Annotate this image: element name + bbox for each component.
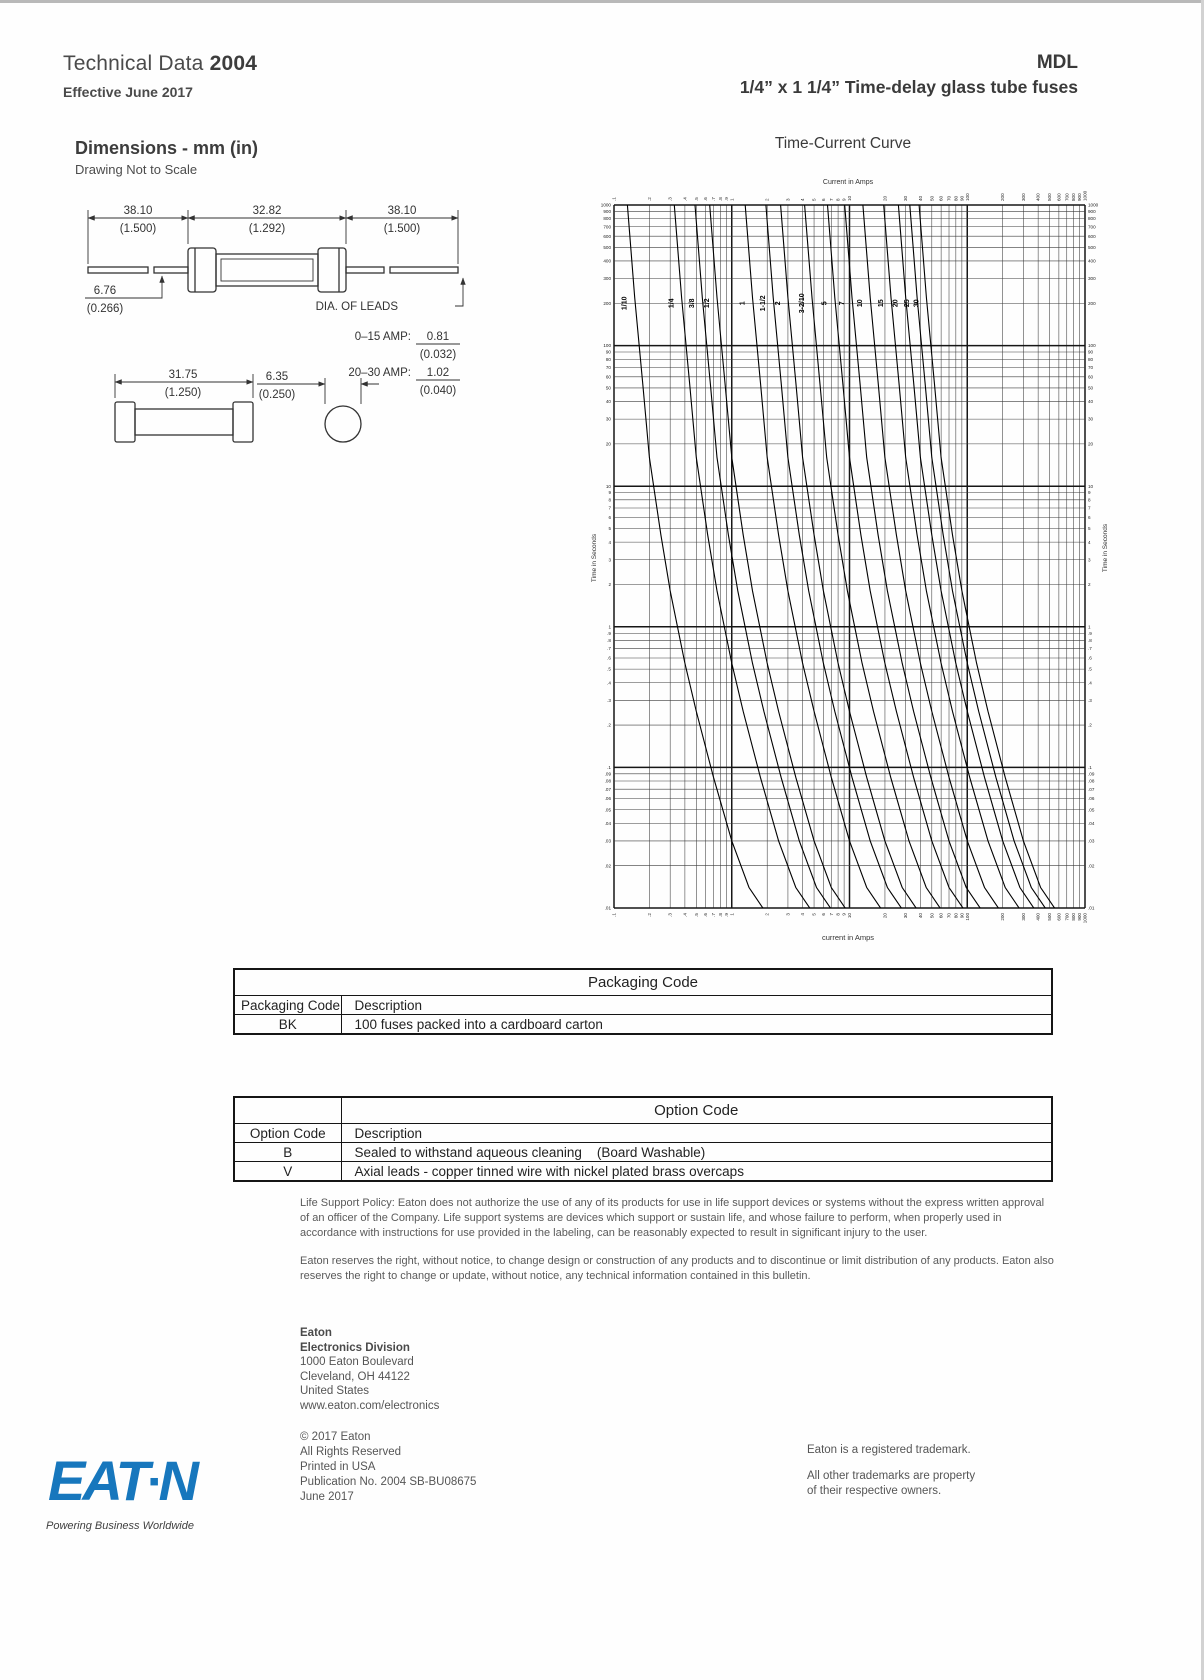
effective-date: Effective June 2017 <box>63 84 193 100</box>
svg-text:30: 30 <box>903 195 909 201</box>
option-code-table <box>233 1096 1053 1182</box>
dia-20-30-mm: 1.02 <box>426 367 450 379</box>
document-number: 2004 <box>209 52 258 75</box>
svg-text:60: 60 <box>938 195 944 201</box>
svg-text:.07: .07 <box>604 786 611 792</box>
dim-cap-in: (0.266) <box>86 303 124 315</box>
svg-text:60: 60 <box>1088 374 1094 380</box>
product-header <box>600 52 1078 98</box>
division-name: Electronics Division <box>300 1341 410 1354</box>
dim-fuse-length-in: (1.250) <box>164 387 202 399</box>
svg-text:50: 50 <box>929 913 935 919</box>
svg-text:.3: .3 <box>667 913 673 917</box>
svg-text:.02: .02 <box>604 863 611 869</box>
svg-text:10: 10 <box>605 483 611 489</box>
dia-range-20-30: 20–30 AMP: <box>348 367 411 379</box>
svg-text:1: 1 <box>729 913 735 916</box>
svg-text:1: 1 <box>1088 624 1091 630</box>
svg-text:1000: 1000 <box>1082 190 1088 201</box>
tcc-curve-label: 20 <box>892 299 900 308</box>
product-name: MDL <box>1036 52 1078 73</box>
svg-text:200: 200 <box>1000 193 1006 201</box>
svg-text:.6: .6 <box>703 913 709 917</box>
svg-text:8: 8 <box>608 497 611 503</box>
eaton-logo <box>42 1438 252 1518</box>
document-type: Technical Data <box>63 52 204 75</box>
address-line: United States <box>300 1385 370 1397</box>
tcc-curve <box>674 205 835 926</box>
svg-text:9: 9 <box>841 198 847 201</box>
svg-text:800: 800 <box>603 216 611 222</box>
svg-text:3: 3 <box>608 557 611 563</box>
svg-text:.7: .7 <box>711 197 717 201</box>
trademark-block <box>807 1443 975 1499</box>
svg-text:70: 70 <box>605 364 611 370</box>
svg-text:10: 10 <box>1088 483 1094 489</box>
svg-text:6: 6 <box>1088 514 1091 520</box>
svg-text:6: 6 <box>820 198 826 201</box>
dim-fuse-dia-in: (0.250) <box>258 389 296 401</box>
fuse-end-view-circle <box>325 406 361 442</box>
option-table-title: Option Code <box>341 1097 1052 1124</box>
svg-text:400: 400 <box>1035 913 1041 921</box>
svg-text:20: 20 <box>882 913 888 919</box>
svg-text:.06: .06 <box>1088 796 1095 802</box>
svg-text:.07: .07 <box>1088 786 1095 792</box>
packaging-table-title: Packaging Code <box>234 969 1052 996</box>
company-name: Eaton <box>300 1327 332 1339</box>
svg-text:4: 4 <box>800 913 806 916</box>
option-code-b-desc: Sealed to withstand aqueous cleaning (Board Washable) <box>341 1143 1052 1162</box>
svg-text:90: 90 <box>959 195 965 201</box>
svg-text:80: 80 <box>605 356 611 362</box>
svg-text:.9: .9 <box>723 197 729 201</box>
svg-text:5: 5 <box>608 526 611 532</box>
fuse-body-and-end-view <box>115 402 361 442</box>
tcc-curve <box>828 205 989 926</box>
svg-text:80: 80 <box>1088 356 1094 362</box>
chart-bottom-axis-label: current in Amps <box>821 933 875 942</box>
svg-text:.7: .7 <box>1088 646 1092 652</box>
svg-text:.8: .8 <box>607 638 611 644</box>
tcc-curve-label: 7 <box>838 301 846 306</box>
svg-text:.08: .08 <box>604 778 611 784</box>
svg-text:500: 500 <box>603 244 611 250</box>
svg-text:8: 8 <box>835 198 841 201</box>
svg-text:.1: .1 <box>607 765 611 770</box>
copyright-line: All Rights Reserved <box>300 1446 401 1458</box>
svg-text:800: 800 <box>1088 216 1096 222</box>
svg-text:1000: 1000 <box>600 202 611 208</box>
publication-date: June 2017 <box>300 1491 354 1503</box>
svg-text:40: 40 <box>917 195 923 201</box>
svg-text:60: 60 <box>938 913 944 919</box>
svg-text:60: 60 <box>605 374 611 380</box>
packaging-col2-header: Description <box>341 996 1052 1015</box>
svg-text:300: 300 <box>1020 913 1026 921</box>
packaging-code-desc: 100 fuses packed into a cardboard carton <box>341 1015 1052 1035</box>
svg-text:.3: .3 <box>607 697 611 703</box>
svg-text:100: 100 <box>603 343 611 349</box>
svg-text:2: 2 <box>764 198 770 201</box>
svg-text:10: 10 <box>847 195 852 201</box>
trademark-line: All other trademarks are property <box>807 1470 976 1482</box>
svg-text:.05: .05 <box>604 807 611 813</box>
svg-text:4: 4 <box>608 539 611 545</box>
dim-cap-mm: 6.76 <box>93 285 117 297</box>
address-block <box>300 1326 439 1413</box>
tcc-curve-label: 3/8 <box>689 298 697 309</box>
svg-text:.05: .05 <box>1088 807 1095 813</box>
dia-of-leads-label: DIA. OF LEADS <box>315 301 398 313</box>
svg-text:5: 5 <box>1088 526 1091 532</box>
website-url: www.eaton.com/electronics <box>300 1399 440 1412</box>
eaton-logo-text: EAT▪N <box>48 1449 196 1512</box>
option-code-v-desc: Axial leads - copper tinned wire with nickel plated brass overcaps <box>341 1162 1052 1182</box>
svg-text:.2: .2 <box>1088 722 1092 728</box>
document-title <box>63 52 257 76</box>
svg-text:20: 20 <box>1088 441 1094 447</box>
svg-text:50: 50 <box>929 195 935 201</box>
svg-text:10: 10 <box>847 913 852 919</box>
svg-text:7: 7 <box>1088 505 1091 511</box>
tcc-curve-label: 1-1/2 <box>760 295 768 312</box>
svg-text:.04: .04 <box>604 820 611 826</box>
svg-text:20: 20 <box>605 441 611 447</box>
tcc-curve-label: 1/10 <box>621 296 629 311</box>
svg-text:200: 200 <box>1088 300 1096 306</box>
packaging-col1-header: Packaging Code <box>234 996 341 1015</box>
dimensions-heading: Dimensions - mm (in) <box>75 138 259 158</box>
svg-text:.6: .6 <box>1088 655 1092 661</box>
time-current-curve-chart <box>548 118 1118 968</box>
svg-text:100: 100 <box>964 913 970 921</box>
svg-text:4: 4 <box>1088 539 1091 545</box>
tcc-curve <box>919 205 1083 926</box>
tcc-curve-label: 30 <box>913 299 921 308</box>
option-code-v: V <box>234 1162 341 1182</box>
svg-text:4: 4 <box>800 198 806 201</box>
tcc-curve-label: 1 <box>739 301 747 306</box>
svg-text:20: 20 <box>882 195 888 201</box>
chart-curves <box>627 205 1079 926</box>
svg-text:600: 600 <box>1088 233 1096 239</box>
svg-text:50: 50 <box>1088 385 1094 391</box>
svg-text:600: 600 <box>1056 913 1062 921</box>
svg-text:400: 400 <box>1035 193 1041 201</box>
svg-text:900: 900 <box>1077 193 1083 201</box>
svg-text:600: 600 <box>1056 193 1062 201</box>
dimension-labels <box>87 205 457 401</box>
svg-text:1000: 1000 <box>1082 913 1088 924</box>
svg-text:80: 80 <box>953 195 959 201</box>
svg-text:7: 7 <box>828 913 834 916</box>
svg-text:.5: .5 <box>607 666 611 672</box>
logo-tagline: Powering Business Worldwide <box>46 1520 194 1532</box>
svg-text:30: 30 <box>605 416 611 422</box>
svg-text:.3: .3 <box>667 197 673 201</box>
svg-text:900: 900 <box>603 209 611 215</box>
svg-text:.8: .8 <box>717 913 723 917</box>
table-row <box>234 1143 1052 1162</box>
fuse-end-cap <box>318 248 346 292</box>
fuse-side-view <box>88 248 458 292</box>
svg-text:.06: .06 <box>604 796 611 802</box>
chart-top-axis-label: Current in Amps <box>822 179 874 186</box>
svg-text:300: 300 <box>1020 193 1026 201</box>
svg-text:100: 100 <box>1088 343 1096 349</box>
copyright-block <box>300 1430 476 1505</box>
dim-body-mm: 32.82 <box>252 205 282 217</box>
svg-text:800: 800 <box>1071 193 1077 201</box>
svg-text:7: 7 <box>828 198 834 201</box>
svg-text:.1: .1 <box>1088 765 1092 770</box>
option-col2-header: Description <box>341 1124 1052 1143</box>
svg-text:6: 6 <box>608 514 611 520</box>
dia-0-15-mm: 0.81 <box>426 331 450 343</box>
svg-text:.5: .5 <box>693 197 699 201</box>
svg-text:.09: .09 <box>604 771 611 777</box>
copyright-line: © 2017 Eaton <box>300 1431 371 1443</box>
legal-text <box>300 1196 1056 1297</box>
svg-text:500: 500 <box>1047 193 1053 201</box>
chart-grid <box>614 205 1085 908</box>
svg-text:9: 9 <box>841 913 847 916</box>
packaging-code-table <box>233 968 1053 1035</box>
dimensions-note: Drawing Not to Scale <box>75 162 198 177</box>
dim-fuse-length-mm: 31.75 <box>168 369 198 381</box>
svg-text:9: 9 <box>608 490 611 496</box>
copyright-line: Printed in USA <box>300 1461 376 1473</box>
svg-text:.4: .4 <box>682 913 688 917</box>
svg-text:70: 70 <box>946 913 952 919</box>
address-line: Cleveland, OH 44122 <box>300 1370 410 1383</box>
svg-text:1000: 1000 <box>1088 202 1099 208</box>
svg-text:700: 700 <box>1064 193 1070 201</box>
dim-fuse-dia-mm: 6.35 <box>265 371 289 383</box>
svg-text:.01: .01 <box>604 905 611 911</box>
fuse-dimension-drawing <box>63 188 483 458</box>
svg-text:50: 50 <box>605 385 611 391</box>
svg-text:40: 40 <box>917 913 923 919</box>
svg-text:300: 300 <box>603 276 611 282</box>
option-table-title-spacer <box>234 1097 341 1124</box>
svg-text:900: 900 <box>1077 913 1083 921</box>
svg-text:90: 90 <box>1088 349 1094 355</box>
publication-number: Publication No. 2004 SB-BU08675 <box>300 1476 477 1488</box>
dia-0-15-in: (0.032) <box>419 349 457 361</box>
svg-text:.6: .6 <box>703 197 709 201</box>
tcc-curve-label: 1/4 <box>668 298 676 309</box>
svg-text:.2: .2 <box>607 722 611 728</box>
svg-text:.7: .7 <box>711 913 717 917</box>
svg-text:90: 90 <box>959 913 965 919</box>
svg-text:.7: .7 <box>607 646 611 652</box>
tcc-curve-label: 3-2/10 <box>798 293 806 314</box>
tcc-curve-label: 15 <box>877 299 885 308</box>
dia-range-0-15: 0–15 AMP: <box>354 331 411 343</box>
svg-text:.4: .4 <box>607 680 611 686</box>
dim-body-in: (1.292) <box>248 223 286 235</box>
svg-text:5: 5 <box>811 913 817 916</box>
trademark-line: Eaton is a registered trademark. <box>807 1444 971 1456</box>
svg-text:.08: .08 <box>1088 778 1095 784</box>
packaging-code-value: BK <box>234 1015 341 1035</box>
svg-text:3: 3 <box>785 198 791 201</box>
svg-text:.09: .09 <box>1088 771 1095 777</box>
svg-text:70: 70 <box>946 195 952 201</box>
svg-text:3: 3 <box>1088 557 1091 563</box>
dim-lead-left-mm: 38.10 <box>123 205 153 217</box>
svg-text:.5: .5 <box>1088 666 1092 672</box>
svg-text:90: 90 <box>605 349 611 355</box>
dim-lead-left-in: (1.500) <box>119 223 157 235</box>
svg-text:.02: .02 <box>1088 863 1095 869</box>
svg-text:500: 500 <box>1088 244 1096 250</box>
svg-text:700: 700 <box>1064 913 1070 921</box>
svg-text:1: 1 <box>608 624 611 630</box>
fuse-end-cap <box>188 248 216 292</box>
svg-text:.2: .2 <box>646 197 652 201</box>
svg-text:3: 3 <box>785 913 791 916</box>
svg-text:9: 9 <box>1088 490 1091 496</box>
svg-text:2: 2 <box>764 913 770 916</box>
tcc-curve-label: 5 <box>821 301 829 306</box>
svg-text:400: 400 <box>1088 258 1096 264</box>
chart-right-axis-label: Time in Seconds <box>1102 523 1109 573</box>
svg-text:.9: .9 <box>607 630 611 636</box>
address-line: 1000 Eaton Boulevard <box>300 1356 414 1368</box>
svg-text:.9: .9 <box>723 913 729 917</box>
svg-text:400: 400 <box>603 258 611 264</box>
svg-text:8: 8 <box>835 913 841 916</box>
svg-text:800: 800 <box>1071 913 1077 921</box>
svg-text:.04: .04 <box>1088 820 1095 826</box>
svg-text:.4: .4 <box>682 197 688 201</box>
svg-text:30: 30 <box>1088 416 1094 422</box>
svg-text:.3: .3 <box>1088 697 1092 703</box>
svg-text:.03: .03 <box>604 838 611 844</box>
svg-text:500: 500 <box>1047 913 1053 921</box>
dim-lead-right-mm: 38.10 <box>387 205 417 217</box>
svg-text:70: 70 <box>1088 364 1094 370</box>
svg-text:.5: .5 <box>693 913 699 917</box>
svg-text:40: 40 <box>1088 399 1094 405</box>
svg-text:200: 200 <box>603 300 611 306</box>
svg-text:.2: .2 <box>646 913 652 917</box>
svg-text:.8: .8 <box>1088 638 1092 644</box>
tcc-curve-label: 10 <box>857 299 865 308</box>
chart-left-axis-label: Time in Seconds <box>591 533 598 583</box>
svg-text:.1: .1 <box>611 197 617 201</box>
tcc-curve <box>863 205 1024 926</box>
svg-text:8: 8 <box>1088 497 1091 503</box>
tcc-curve-label: 25 <box>903 299 911 308</box>
svg-text:600: 600 <box>603 233 611 239</box>
svg-text:.4: .4 <box>1088 680 1092 686</box>
svg-text:.9: .9 <box>1088 630 1092 636</box>
tcc-curve-label: 2 <box>774 301 782 306</box>
trademark-line: of their respective owners. <box>807 1485 942 1497</box>
reservation-of-rights: Eaton reserves the right, without notice, to change design or construction of any products and to discontinue or limit distribution of any products. Eaton also reserves the right to change or update, without notice, any technical information contained in this bulletin. <box>300 1255 1054 1282</box>
svg-text:.8: .8 <box>717 197 723 201</box>
svg-text:300: 300 <box>1088 276 1096 282</box>
svg-text:40: 40 <box>605 399 611 405</box>
chart-title: Time-Current Curve <box>774 135 912 152</box>
dim-lead-right-in: (1.500) <box>383 223 421 235</box>
svg-text:7: 7 <box>608 505 611 511</box>
life-support-policy: Life Support Policy: Eaton does not authorize the use of any of its products for use in life support devices or systems without the express written approval of an officer of the Company. Life support systems are devices which support or sustain life, and whose failure to perform, when properly used in accordance with instructions for use provided in the labeling, can be reasonably expected to result in significant injury to the user. <box>300 1197 1045 1239</box>
svg-text:.03: .03 <box>1088 838 1095 844</box>
dia-20-30-in: (0.040) <box>419 385 457 397</box>
svg-text:5: 5 <box>811 198 817 201</box>
svg-text:.01: .01 <box>1088 905 1095 911</box>
svg-text:700: 700 <box>1088 224 1096 230</box>
tcc-curve <box>910 205 1071 926</box>
svg-text:.1: .1 <box>611 913 617 917</box>
table-row <box>234 1162 1052 1182</box>
svg-text:.6: .6 <box>607 655 611 661</box>
svg-text:700: 700 <box>603 224 611 230</box>
option-code-b: B <box>234 1143 341 1162</box>
tcc-curve <box>884 205 1044 926</box>
svg-text:30: 30 <box>903 913 909 919</box>
option-col1-header: Option Code <box>234 1124 341 1143</box>
table-row <box>234 1015 1052 1035</box>
svg-text:2: 2 <box>1088 582 1091 588</box>
svg-text:100: 100 <box>964 193 970 201</box>
product-subtitle: 1/4” x 1 1/4” Time-delay glass tube fuses <box>739 77 1078 97</box>
svg-text:200: 200 <box>1000 913 1006 921</box>
tcc-curve <box>627 205 791 926</box>
scan-edge-top <box>0 0 1204 3</box>
svg-text:2: 2 <box>608 582 611 588</box>
svg-text:6: 6 <box>820 913 826 916</box>
svg-text:80: 80 <box>953 913 959 919</box>
svg-text:1: 1 <box>729 198 735 201</box>
tcc-curve-label: 1/2 <box>703 298 711 309</box>
svg-text:900: 900 <box>1088 209 1096 215</box>
